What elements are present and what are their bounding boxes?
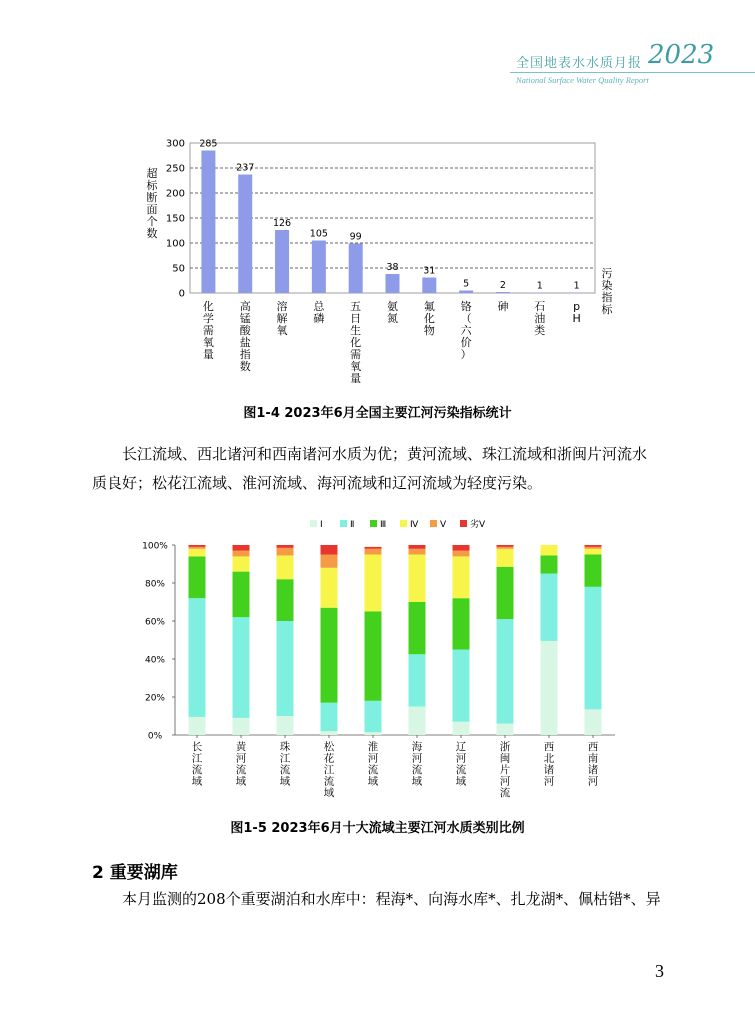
chart1-category-label: 高锰酸盐指数 (239, 300, 251, 373)
chart2-bar-segment (189, 545, 206, 547)
chart1-y-tick-label: 100 (165, 238, 185, 250)
chart2-bar-segment (453, 650, 470, 722)
chart2-bar-segment (497, 567, 514, 619)
chart2-bars (189, 545, 602, 735)
body-paragraph-2: 本月监测的208个重要湖泊和水库中：程海*、向海水库*、扎龙湖*、佩枯错*、异 (122, 890, 661, 908)
chart1-y-tick-label: 300 (165, 138, 185, 150)
chart2-legend-swatch (340, 520, 347, 527)
chart2-bar-segment (409, 654, 426, 706)
chart2-bar-segment (585, 587, 602, 710)
chart2-category-label: 辽河流域 (455, 741, 467, 788)
header-title-en: National Surface Water Quality Report (516, 75, 649, 85)
chart1-category-label: 氟化物 (423, 300, 435, 337)
chart1-category-labels (203, 299, 581, 385)
chart2-bar-segment (233, 551, 250, 557)
pollution-indicator-chart (130, 125, 620, 395)
chart2-bar-segment (497, 724, 514, 735)
chart1-value-label: 2 (499, 280, 506, 291)
chart1-bar (422, 278, 436, 294)
chart2-category-label: 淮河流域 (367, 741, 379, 788)
chart1-y-ticks (166, 139, 185, 300)
chart2-bar-segment (497, 549, 514, 567)
chart1-bar (570, 293, 584, 294)
chart1-bar (201, 151, 215, 294)
chart2-category-label: 西南诸河 (587, 741, 599, 788)
chart2-bar-segment (233, 572, 250, 618)
chart1-y-tick-label: 250 (165, 163, 185, 175)
chart1-category-label: 化学需氧量 (202, 300, 214, 361)
body-paragraph-1 (92, 440, 667, 498)
chart2-y-tick-label: 0% (147, 731, 163, 742)
paragraph-1-line-2: 质良好；松花江流域、淮河流域、海河流域和辽河流域为轻度污染。 (92, 474, 543, 492)
chart2-bar-segment (365, 555, 382, 612)
chart2-bar-segment (233, 617, 250, 718)
chart2-bar-segment (321, 731, 338, 735)
chart2-legend-label: Ⅳ (410, 520, 419, 530)
header-year: 2023 (648, 40, 715, 70)
chart1-category-label: p H (572, 300, 581, 325)
chart1-category-label: 溶解氧 (276, 300, 288, 337)
chart2-legend-swatch (430, 520, 437, 527)
chart2-bar-segment (277, 716, 294, 735)
chart2-category-label: 长江流域 (191, 741, 203, 788)
chart2-legend-label: Ⅱ (350, 520, 355, 530)
chart2-bar-segment (453, 598, 470, 649)
chart2-bar-segment (409, 545, 426, 549)
chart1-bar (312, 241, 326, 294)
chart2-bar-segment (321, 555, 338, 568)
chart1-category-label: 氨氮 (387, 300, 398, 325)
chart1-value-label: 126 (272, 218, 292, 229)
chart2-category-label: 浙闽片河流 (499, 741, 511, 799)
figure-1-5-caption: 图1-5 2023年6月十大流域主要江河水质类别比例 (230, 821, 525, 836)
chart2-bar-segment (189, 556, 206, 598)
chart1-y-tick-label: 0 (178, 288, 185, 300)
chart2-legend-label: 劣Ⅴ (470, 520, 486, 530)
chart1-value-label: 5 (463, 278, 470, 290)
chart2-bar-segment (189, 549, 206, 557)
chart2-category-label: 黄河流域 (235, 741, 247, 788)
chart1-bar (238, 175, 252, 294)
chart2-y-tick-label: 20% (144, 693, 166, 704)
chart2-bar-segment (453, 551, 470, 557)
chart1-category-label: 铬（六价） (460, 300, 472, 361)
chart1-bar (496, 292, 510, 293)
chart1-y-tick-label: 150 (165, 213, 185, 225)
chart2-bar-segment (277, 545, 294, 548)
chart1-value-label: 31 (423, 265, 436, 277)
chart2-legend-swatch (370, 520, 377, 527)
chart2-bar-segment (277, 621, 294, 716)
chart2-bar-segment (585, 547, 602, 549)
chart1-bar (275, 230, 289, 293)
chart1-y-tick-label: 50 (172, 263, 185, 275)
chart2-bar-segment (585, 709, 602, 735)
chart2-bar-segment (189, 547, 206, 549)
chart1-x-axis-label (602, 267, 614, 316)
chart2-bar-segment (585, 555, 602, 587)
water-quality-class-chart (125, 515, 630, 805)
chart2-legend-swatch (400, 520, 407, 527)
chart2-bar-segment (365, 732, 382, 735)
chart2-category-label: 西北诸河 (543, 741, 555, 788)
chart1-y-tick-label: 200 (165, 188, 185, 200)
chart1-category-label: 总磷 (313, 300, 325, 325)
chart2-bar-segment (189, 598, 206, 717)
chart2-category-label: 松花江流域 (323, 741, 335, 799)
chart1-category-label: 砷 (497, 300, 509, 313)
chart2-bar-segment (541, 641, 558, 735)
chart2-legend-label: Ⅴ (440, 520, 447, 530)
chart2-bar-segment (321, 608, 338, 703)
chart1-value-label: 99 (349, 231, 362, 243)
chart2-bar-segment (497, 547, 514, 549)
chart2-bar-segment (277, 555, 294, 579)
chart1-y-axis-label (147, 166, 159, 240)
chart1-value-label: 237 (236, 162, 255, 174)
chart2-bar-segment (453, 556, 470, 598)
chart2-bar-segment (189, 717, 206, 735)
chart2-category-label: 珠江流域 (279, 741, 291, 788)
chart2-bar-segment (277, 548, 294, 556)
chart2-category-label: 海河流域 (411, 741, 423, 788)
chart1-value-label: 105 (309, 228, 328, 240)
chart2-bar-segment (321, 568, 338, 608)
chart2-y-tick-label: 100% (142, 541, 168, 552)
chart1-value-label: 38 (386, 262, 399, 273)
chart2-bar-segment (233, 545, 250, 551)
chart1-y-axis-title: 超标断面个数 (146, 167, 158, 240)
chart1-category-label: 石油类 (534, 300, 546, 337)
chart2-legend (310, 518, 486, 530)
chart2-bar-segment (453, 545, 470, 551)
chart2-bar-segment (409, 602, 426, 654)
chart1-value-labels (199, 139, 579, 292)
chart2-bar-segment (365, 549, 382, 555)
chart1-value-label: 1 (536, 280, 543, 292)
header-rule (510, 72, 755, 73)
chart1-bar (349, 244, 363, 294)
chart2-bar-segment (541, 545, 558, 555)
chart1-bar (459, 291, 473, 294)
chart2-bar-segment (541, 574, 558, 641)
header-title-cn: 全国地表水水质月报 (516, 56, 643, 71)
chart2-bar-segment (233, 718, 250, 735)
chart2-bar-segment (321, 545, 338, 555)
chart2-bar-segment (541, 555, 558, 573)
chart2-bar-segment (497, 619, 514, 724)
chart2-legend-swatch (310, 520, 317, 527)
chart2-bar-segment (233, 556, 250, 571)
chart2-bar-segment (365, 701, 382, 732)
chart2-bar-segment (321, 703, 338, 732)
chart2-bar-segment (365, 612, 382, 701)
chart1-x-axis-title: 污染指标 (601, 267, 613, 316)
chart2-bar-segment (453, 722, 470, 735)
chart2-y-tick-label: 60% (144, 617, 166, 628)
chart2-bar-segment (409, 555, 426, 603)
figure-1-4-caption: 图1-4 2023年6月全国主要江河污染指标统计 (243, 406, 512, 421)
chart2-y-tick-label: 80% (144, 579, 166, 590)
chart2-bar-segment (409, 707, 426, 736)
chart2-legend-swatch (460, 520, 467, 527)
chart1-value-label: 285 (199, 138, 218, 150)
chart2-bar-segment (409, 549, 426, 555)
chart2-bar-segment (585, 545, 602, 547)
paragraph-1-line-1: 长江流域、西北诸河和西南诸河水质为优；黄河流域、珠江流域和浙闽片河流水 (122, 445, 648, 463)
chart2-legend-label: Ⅲ (380, 520, 387, 530)
chart1-category-label: 五日生化需氧量 (350, 300, 362, 385)
chart1-value-label: 1 (573, 280, 580, 292)
chart2-bar-segment (277, 579, 294, 621)
chart2-bar-segment (365, 547, 382, 549)
chart1-bar (386, 274, 400, 293)
page-number: 3 (655, 961, 664, 981)
chart2-y-tick-label: 40% (144, 655, 166, 666)
section-title: 2 重要湖库 (92, 863, 178, 883)
chart1-bar (533, 293, 547, 294)
chart2-legend-label: Ⅰ (320, 520, 323, 530)
chart2-category-labels (192, 740, 599, 799)
chart2-y-ticks (142, 542, 168, 742)
chart2-bar-segment (585, 549, 602, 555)
chart2-bar-segment (497, 545, 514, 547)
